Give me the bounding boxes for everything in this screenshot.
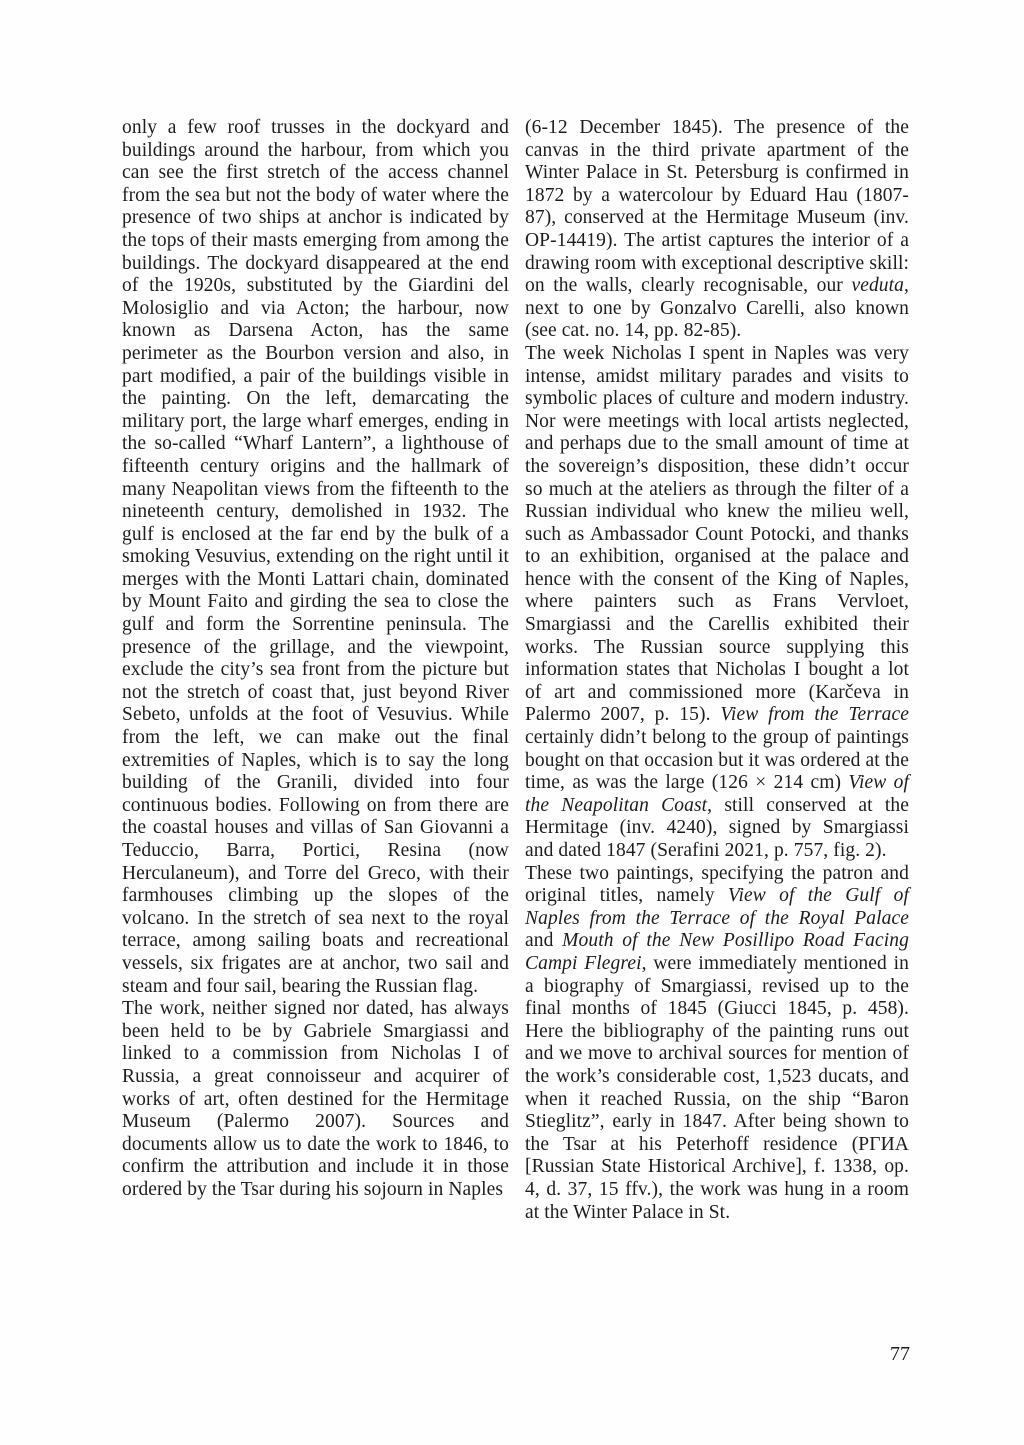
text-column-right <box>525 117 909 1224</box>
paragraph: The week Nicholas I spent in Naples was very intense, amidst military parades and visits to symbolic places of culture and modern industry. Nor were meetings with local artists neglected, and perhaps due to the small amount of time at the sovereign’s disposition, these didn’t occur so much at the ateliers as through the filter of a Russian individual who knew the milieu well, such as Ambassador Count Potocki, and thanks to an exhibition, organised at the palace and hence with the consent of the King of Naples, where painters such as Frans Vervloet, Smargiassi and the Carellis exhibited their works. The Russian source supplying this information states that Nicholas I bought a lot of art and commissioned more (Karčeva in Palermo 2007, p. 15). View from the Terrace certainly didn’t belong to the group of paintings bought on that occasion but it was ordered at the time, as was the large (126 × 214 cm) View of the Neapolitan Coast, still conserved at the Hermitage (inv. 4240), signed by Smargiassi and dated 1847 (Serafini 2021, p. 757, fig. 2). <box>525 342 909 861</box>
text-column-left <box>122 117 509 1202</box>
paragraph: These two paintings, specifying the patron and original titles, namely View of the Gulf of Naples from the Terrace of the Royal Palace and Mouth of the New Posillipo Road Facing Campi Flegrei, were immediately mentioned in a biography of Smargiassi, revised up to the final months of 1845 (Giucci 1845, p. 458). Here the bibliography of the painting runs out and we move to archival sources for mention of the work’s considerable cost, 1,523 ducats, and when it reached Russia, on the ship “Baron Stieglitz”, early in 1847. After being shown to the Tsar at his Peterhoff residence (РГИА [Russian State Historical Archive], f. 1338, op. 4, d. 37, 15 ffv.), the work was hung in a room at the Winter Palace in St. <box>525 862 910 1223</box>
paragraph: (6-12 December 1845). The presence of the canvas in the third private apartment of the Winter Palace in St. Petersburg is confirmed in 1872 by a watercolour by Eduard Hau (1807-87), conserved at the Hermitage Museum (inv. OP-14419). The artist captures the interior of a drawing room with exceptional descriptive skill: on the walls, clearly recognisable, our veduta, next to one by Gonzalvo Carelli, also known (see cat. no. 14, pp. 82-85). <box>525 117 909 342</box>
page-number: 77 <box>890 1343 910 1365</box>
paragraph: only a few roof trusses in the dockyard and buildings around the harbour, from which you can see the first stretch of the access channel from the sea but not the body of water where the presence of two ships at anchor is indicated by the tops of their masts emerging from among the buildings. The dockyard disappeared at the end of the 1920s, substituted by the Giardini del Molosiglio and via Acton; the harbour, now known as Darsena Acton, has the same perimeter as the Bourbon version and also, in part modified, a pair of the buildings visible in the painting. On the left, demarcating the military port, the large wharf emerges, ending in the so-called “Wharf Lantern”, a lighthouse of fifteenth century origins and the hallmark of many Neapolitan views from the fifteenth to the nineteenth century, demolished in 1932. The gulf is enclosed at the far end by the bulk of a smoking Vesuvius, extending on the right until it merges with the Monti Lattari chain, dominated by Mount Faito and girding the sea to close the gulf and form the Sorrentine peninsula. The presence of the grillage, and the viewpoint, exclude the city’s sea front from the picture but not the stretch of coast that, just beyond River Sebeto, unfolds at the foot of Vesuvius. While from the left, we can make out the final extremities of Naples, which is to say the long building of the Granili, divided into four continuous bodies. Following on from there are the coastal houses and villas of San Giovanni a Teduccio, Barra, Portici, Resina (now Herculaneum), and Torre del Greco, with their farmhouses climbing up the slopes of the volcano. In the stretch of sea next to the royal terrace, among sailing boats and recreational vessels, six frigates are at anchor, two sail and steam and four sail, bearing the Russian flag. <box>122 117 509 997</box>
paragraph: The work, neither signed nor dated, has always been held to be by Gabriele Smargiassi and linked to a commission from Nicholas I of Russia, a great connoisseur and acquirer of works of art, often destined for the Hermitage Museum (Palermo 2007). Sources and documents allow us to date the work to 1846, to confirm the attribution and include it in those ordered by the Tsar during his sojourn in Naples <box>122 998 509 1200</box>
